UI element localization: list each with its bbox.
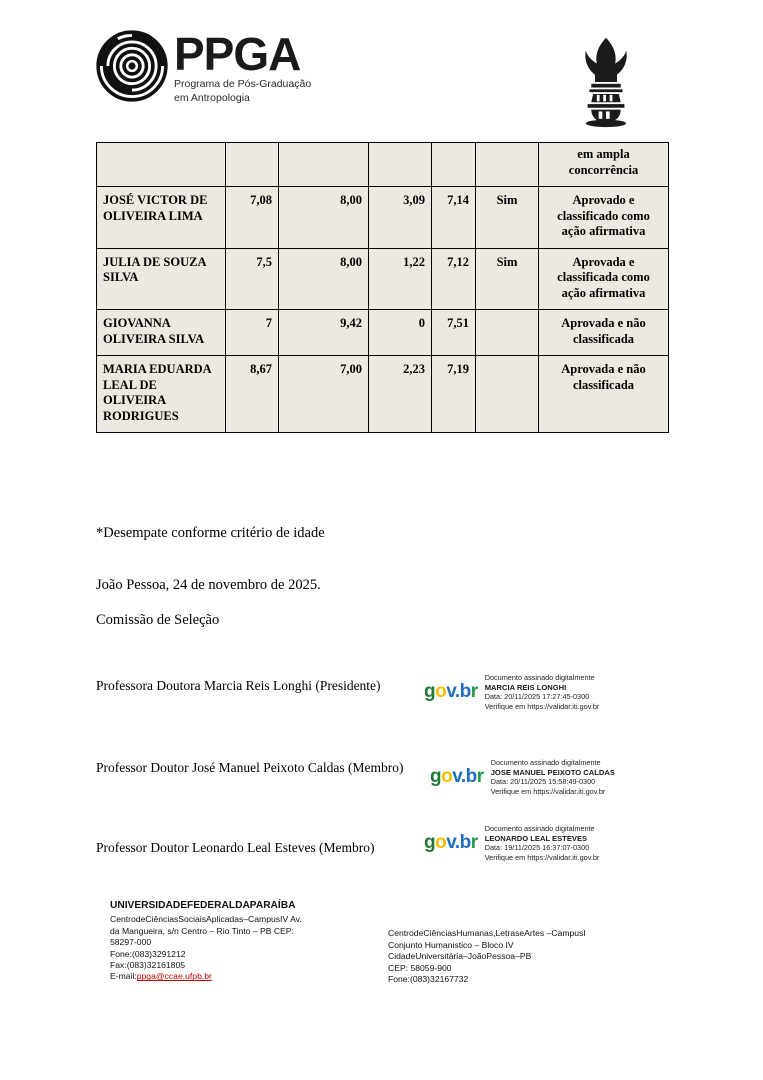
signatory-1-label: Professora Doutora Marcia Reis Longhi (Presidente)	[96, 678, 381, 693]
score-3: 0	[369, 310, 432, 356]
signature-details-2	[491, 758, 615, 796]
affirmative-action-flag: Sim	[476, 248, 539, 310]
ppga-subtitle-line2: em Antropologia	[174, 92, 250, 104]
ppga-wordmark	[174, 30, 311, 104]
signature-name: LEONARDO LEAL ESTEVES	[484, 833, 588, 843]
score-1: 8,67	[226, 356, 279, 433]
result-status: Aprovada e não classificada	[539, 310, 669, 356]
candidate-name: GIOVANNA OLIVEIRA SILVA	[97, 310, 226, 356]
committee-label: Comissão de Seleção	[96, 612, 220, 628]
digital-signature-3	[424, 824, 599, 862]
footer-left-line-2: da Mangueira, s/n Centro – Rio Tinto – PB CEP:	[110, 925, 294, 936]
signature-verify-url: Verifique em https://validar.iti.gov.br	[490, 786, 606, 796]
signature-caption: Documento assinado digitalmente	[490, 758, 601, 767]
ufpb-seal-icon	[578, 36, 634, 128]
candidate-name: JOSÉ VICTOR DE OLIVEIRA LIMA	[97, 187, 226, 249]
signatory-2-label: Professor Doutor José Manuel Peixoto Caldas (Membro)	[96, 760, 404, 775]
table-row	[97, 356, 669, 433]
digital-signature-1	[424, 673, 599, 711]
university-name: UNIVERSIDADEFEDERALDAPARAÍBA	[110, 900, 296, 911]
digital-signature-2	[430, 758, 615, 796]
candidate-name: MARIA EDUARDA LEAL DE OLIVEIRA RODRIGUES	[97, 356, 226, 433]
signature-date: Data: 19/11/2025 16:37:07-0300	[484, 843, 590, 853]
header-cell-4	[369, 143, 432, 187]
signature-verify-url: Verifique em https://validar.iti.gov.br	[484, 852, 600, 862]
signature-name: MARCIA REIS LONGHI	[484, 682, 567, 692]
score-2: 9,42	[279, 310, 369, 356]
signature-caption: Documento assinado digitalmente	[484, 673, 595, 682]
result-status: Aprovado e classificado como ação afirmativa	[539, 187, 669, 249]
ppga-spiral-logo-icon	[96, 30, 168, 102]
ppga-subtitle-line1: Programa de Pós-Graduação	[174, 78, 312, 90]
score-final: 7,19	[432, 356, 476, 433]
score-3: 3,09	[369, 187, 432, 249]
table-row	[97, 248, 669, 310]
tiebreak-note: *Desempate conforme critério de idade	[96, 525, 325, 541]
footer-left-line-3: 58297-000	[110, 937, 152, 948]
place-and-date: João Pessoa, 24 de novembro de 2025.	[96, 577, 321, 593]
results-table-container	[96, 142, 668, 433]
footer-right-line-1: CentrodeCiênciasHumanas,LetraseArtes –CampusI	[388, 928, 586, 939]
ppga-logo	[96, 30, 311, 104]
header-cell-5	[432, 143, 476, 187]
table-row	[97, 143, 669, 187]
score-2: 7,00	[279, 356, 369, 433]
results-table	[96, 142, 669, 433]
footer-right-phone: Fone:(083)32167732	[388, 974, 469, 985]
affirmative-action-flag: Sim	[476, 187, 539, 249]
signature-details-3	[485, 824, 600, 862]
affirmative-action-flag	[476, 310, 539, 356]
score-1: 7,5	[226, 248, 279, 310]
signature-date: Data: 20/11/2025 15:58:49-0300	[490, 777, 596, 787]
candidate-name: JULIA DE SOUZA SILVA	[97, 248, 226, 310]
govbr-logo-icon: gov.br	[424, 832, 478, 853]
footer-left-phone: Fone:(083)3291212	[110, 948, 186, 959]
header-cell-2	[226, 143, 279, 187]
footer-left-email-row	[110, 971, 388, 982]
score-final: 7,14	[432, 187, 476, 249]
affirmative-action-flag	[476, 356, 539, 433]
score-final: 7,12	[432, 248, 476, 310]
header-cell-3	[279, 143, 369, 187]
score-1: 7,08	[226, 187, 279, 249]
footer-email-link[interactable]: ppga@ccae.ufpb.br	[136, 971, 212, 982]
footer-address-left	[110, 914, 388, 985]
score-3: 1,22	[369, 248, 432, 310]
footer-right-line-3: CidadeUniversitária–JoãoPessoa–PB	[388, 951, 532, 962]
footer-right-cep: CEP: 58059-900	[388, 962, 452, 973]
score-3: 2,23	[369, 356, 432, 433]
footer-address-right	[388, 914, 688, 985]
footer-left-fax: Fax:(083)32161805	[110, 960, 186, 971]
document-header	[0, 0, 763, 130]
signature-name: JOSE MANUEL PEIXOTO CALDAS	[490, 767, 615, 777]
header-cell-7: em ampla concorrência	[539, 143, 669, 187]
ppga-title: PPGA	[174, 28, 301, 80]
signature-date: Data: 20/11/2025 17:27:45-0300	[484, 692, 590, 702]
result-status: Aprovada e classificada como ação afirmativa	[539, 248, 669, 310]
govbr-logo-icon: gov.br	[430, 766, 484, 787]
signatory-3-label: Professor Doutor Leonardo Leal Esteves (Membro)	[96, 840, 375, 855]
score-2: 8,00	[279, 248, 369, 310]
document-footer	[110, 900, 710, 985]
footer-email-label: E-mail:	[110, 971, 137, 982]
signature-details-1	[485, 673, 600, 711]
table-row	[97, 310, 669, 356]
score-1: 7	[226, 310, 279, 356]
footer-right-line-2: Conjunto Humanistico – Bloco IV	[388, 939, 514, 950]
signature-caption: Documento assinado digitalmente	[484, 824, 595, 833]
score-2: 8,00	[279, 187, 369, 249]
header-cell-1	[97, 143, 226, 187]
govbr-logo-icon: gov.br	[424, 681, 478, 702]
table-row	[97, 187, 669, 249]
footer-left-line-1: CentrodeCiênciasSociaisAplicadas–CampusIV Av.	[110, 914, 302, 925]
header-cell-6	[476, 143, 539, 187]
result-status: Aprovada e não classificada	[539, 356, 669, 433]
score-final: 7,51	[432, 310, 476, 356]
signature-verify-url: Verifique em https://validar.iti.gov.br	[484, 701, 600, 711]
